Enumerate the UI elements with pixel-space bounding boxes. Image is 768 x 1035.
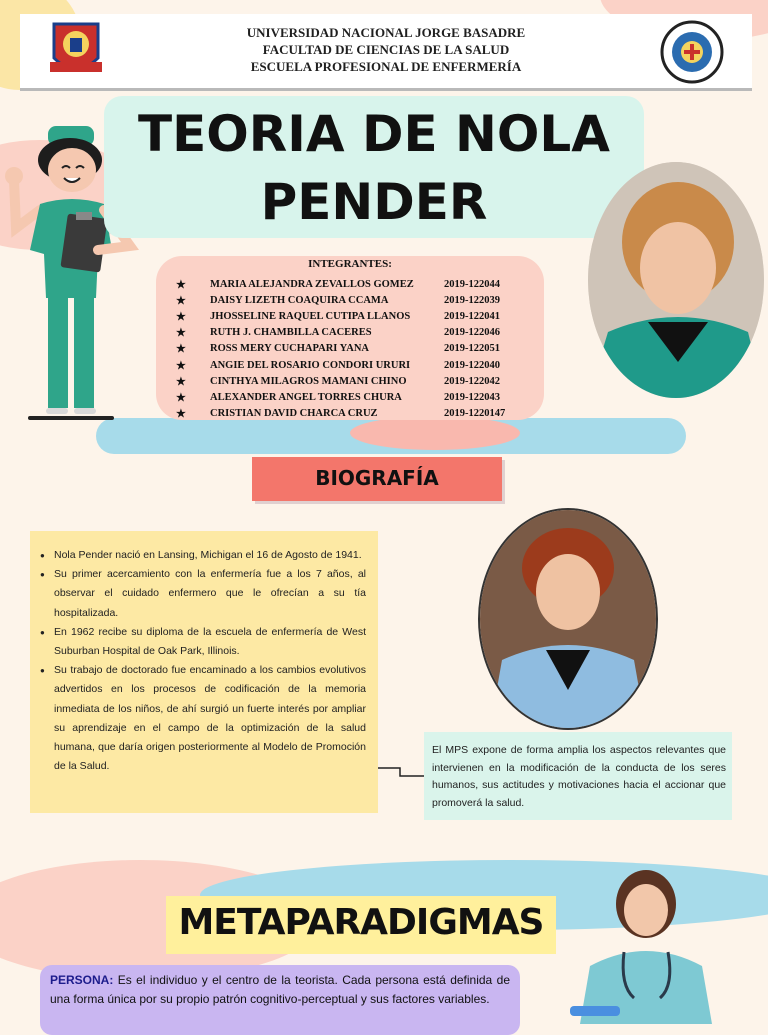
header-university: UNIVERSIDAD NACIONAL JORGE BASADRE [246,25,526,40]
member-row [176,276,536,292]
header-banner [20,14,752,91]
portrait-nola-pender-2 [478,508,658,730]
member-name: CINTHYA MILAGROS MAMANI CHINO [210,375,407,387]
nursing-school-logo [660,20,724,84]
star-icon: ★ [176,359,186,372]
member-row [176,389,536,405]
member-code: 2019-122042 [444,375,500,387]
header-faculty: FACULTAD DE CIENCIAS DE LA SALUD [262,42,510,57]
title-line-1: TEORIA DE NOLA [138,105,610,163]
star-icon: ★ [176,278,186,291]
member-code: 2019-122040 [444,359,500,371]
star-icon: ★ [176,408,186,421]
member-name: RUTH J. CHAMBILLA CACERES [210,327,372,339]
member-code: 2019-122039 [444,294,500,306]
member-row [176,308,536,324]
member-code: 2019-122043 [444,391,500,403]
member-name: MARIA ALEJANDRA ZEVALLOS GOMEZ [210,278,414,290]
member-row [176,373,536,389]
star-icon: ★ [176,375,186,388]
member-name: ANGIE DEL ROSARIO CONDORI URURI [210,359,411,371]
member-name: ALEXANDER ANGEL TORRES CHURA [210,391,402,403]
biography-list [40,546,366,776]
title-line-2: PENDER [260,173,488,231]
bio-item-first-contact: ● Su primer acercamiento con la enfermería fue a los 7 años, al observar el cuidado enfermero que le ofrecían a su tía hospitalizada. [40,565,366,623]
persona-text [50,971,510,1009]
member-code: 2019-122044 [444,278,500,290]
member-row [176,325,536,341]
member-name: CRISTIAN DAVID CHARCA CRUZ [210,408,378,420]
portrait-nola-pender-1 [588,162,764,398]
member-code: 2019-1220147 [444,408,506,420]
mps-note: El MPS expone de forma amplia los aspectos relevantes que intervienen en la modificación de la conducta de los seres humanos, sus actitudes y motivaciones hacia el accionar que promoverá la salud. [432,744,726,809]
member-row [176,406,536,422]
bio-item-doctorate: ● Su trabajo de doctorado fue encaminado a los cambios evolutivos advertidos en los procesos de codificación de la memoria inmediata de los niños, de ahí surgió un fuerte interés por ampliar su aprendizaje en el campo de la optimización de la salud humana, que daría origen posteriormente al Modelo de Promoción de la Salud. [40,661,366,776]
star-icon: ★ [176,310,186,323]
persona-definition: Es el individuo y el centro de la teorista. Cada persona está definida de una forma única por su propio patrón cognitivo-perceptual y sus factores variables. [50,973,510,1006]
star-icon: ★ [176,294,186,307]
biography-heading: BIOGRAFÍA [315,466,439,490]
member-name: DAISY LIZETH COAQUIRA CCAMA [210,294,389,306]
nurse-photo [560,866,730,1024]
star-icon: ★ [176,391,186,404]
members-list [176,276,536,422]
member-row [176,292,536,308]
connector-line [378,764,428,780]
metaparadigms-heading: METAPARADIGMAS [178,902,544,943]
member-name: ROSS MERY CUCHAPARI YANA [210,343,369,355]
member-name: JHOSSELINE RAQUEL CUTIPA LLANOS [210,310,411,322]
member-code: 2019-122046 [444,327,500,339]
star-icon: ★ [176,327,186,340]
page-title [104,100,644,236]
header-school: ESCUELA PROFESIONAL DE ENFERMERÍA [250,59,522,74]
bio-item-diploma: ● En 1962 recibe su diploma de la escuela de enfermería de West Suburban Hospital de Oak Park, Illinois. [40,623,366,661]
star-icon: ★ [176,343,186,356]
persona-label: PERSONA: [50,973,114,987]
member-code: 2019-122051 [444,343,500,355]
bio-item-birth: ● Nola Pender nació en Lansing, Michigan el 16 de Agosto de 1941. [40,546,366,565]
member-code: 2019-122041 [444,310,500,322]
member-row [176,357,536,373]
member-row [176,341,536,357]
members-heading: INTEGRANTES: [308,258,392,270]
